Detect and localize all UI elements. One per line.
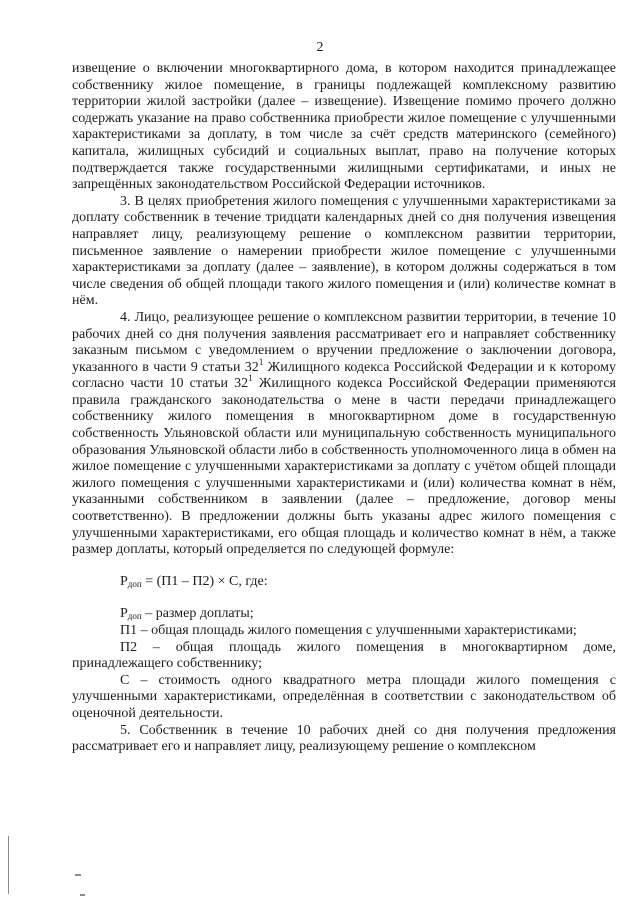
formula-symbol: Р bbox=[120, 573, 128, 589]
definition-symbol: Р bbox=[120, 606, 128, 622]
definition-subscript: доп bbox=[127, 611, 142, 622]
paragraph-4-text-b: Жилищного кодекса Российской Федерации и к которому согласно части 10 статьи 32 bbox=[72, 359, 616, 392]
paragraph-notice-content: извещение о включении многоквартирного дома, в котором находится принадлежащее собственнику жилое помещение, в границы подлежащей комплексному развитию территории жилой застройки (далее – извещение). Извещение помимо прочего должно содержать указание на право собственника приобрести жилое помещение с улучшенными характеристиками за доплату, в том числе за счёт средств материнского (семейного) капитала, жилищных субсидий и социальных выплат, право на получение которых подтверждается также государственными жилищными сертификатами, и иных не запрещённых законодательством Российской Федерации источников. bbox=[72, 61, 616, 193]
article-superscript: 1 bbox=[258, 356, 264, 367]
definition-p2: П2 – общая площадь жилого помещения в многоквартирном доме, принадлежащего собственнику; bbox=[72, 639, 616, 672]
definition-text: – размер доплаты; bbox=[141, 606, 254, 622]
definition-surcharge bbox=[72, 606, 616, 623]
paragraph-4-text-c: Жилищного кодекса Российской Федерации применяются правила гражданского законодательства о мене в части передачи принадлежащего собственнику жилого помещения в многоквартирном доме в государственную собственность Ульяновской области или муниципальную собственность муниципального образования Ульяновской области либо в собственность уполномоченного лица в обмен на жилое помещение с улучшенными характеристиками за доплату с учётом общей площади жилого помещения с улучшенными характеристиками и (или) количества комнат в нём, указанными собственником в заявлении (далее – предложение, договор мены соответственно). В предложении должны быть указаны адрес жилого помещения с улучшенными характеристиками, его общая площадь и количество комнат в нём, а также размер доплаты, который определяется по следующей формуле: bbox=[72, 376, 616, 558]
scan-artifact bbox=[75, 874, 81, 876]
page-number: 2 bbox=[316, 40, 324, 55]
formula-expression: = (П1 – П2) × С, где: bbox=[141, 573, 268, 589]
formula-subscript: доп bbox=[127, 578, 142, 589]
definition-p1: П1 – общая площадь жилого помещения с улучшенными характеристиками; bbox=[120, 623, 577, 638]
surcharge-formula bbox=[72, 559, 616, 607]
scan-artifact bbox=[8, 836, 9, 894]
paragraph-4-text-a: 4. Лицо, реализующее решение о комплексном развитии территории, в течение 10 рабочих дней со дня получения заявления рассматривает его и направляет собственнику заказным письмом с уведомлением о вручении предложение о заключении договора, указанного в части 9 статьи 32 bbox=[72, 309, 616, 375]
paragraph-5: 5. Собственник в течение 10 рабочих дней со дня получения предложения рассматривает его и направляет лицу, реализующему решение о комплексном bbox=[72, 722, 616, 755]
document-body bbox=[72, 61, 616, 756]
definition-c: С – стоимость одного квадратного метра площади жилого помещения с улучшенными характеристиками, определённая в соответствии с законодательством об оценочной деятельности. bbox=[72, 672, 616, 721]
scan-artifact bbox=[80, 894, 85, 896]
paragraph-3: 3. В целях приобретения жилого помещения с улучшенными характеристиками за доплату собственник в течение тридцати календарных дней со дня получения извещения направляет лицу, реализующему решение о комплексном развитии территории, письменное заявление о намерении приобрести жилое помещение с улучшенными характеристиками за доплату (далее – заявление), в котором должны содержаться в том числе сведения об общей площади такого жилого помещения и (или) количестве комнат в нём. bbox=[72, 193, 616, 309]
paragraph-4 bbox=[72, 310, 616, 559]
article-superscript: 1 bbox=[248, 373, 253, 384]
